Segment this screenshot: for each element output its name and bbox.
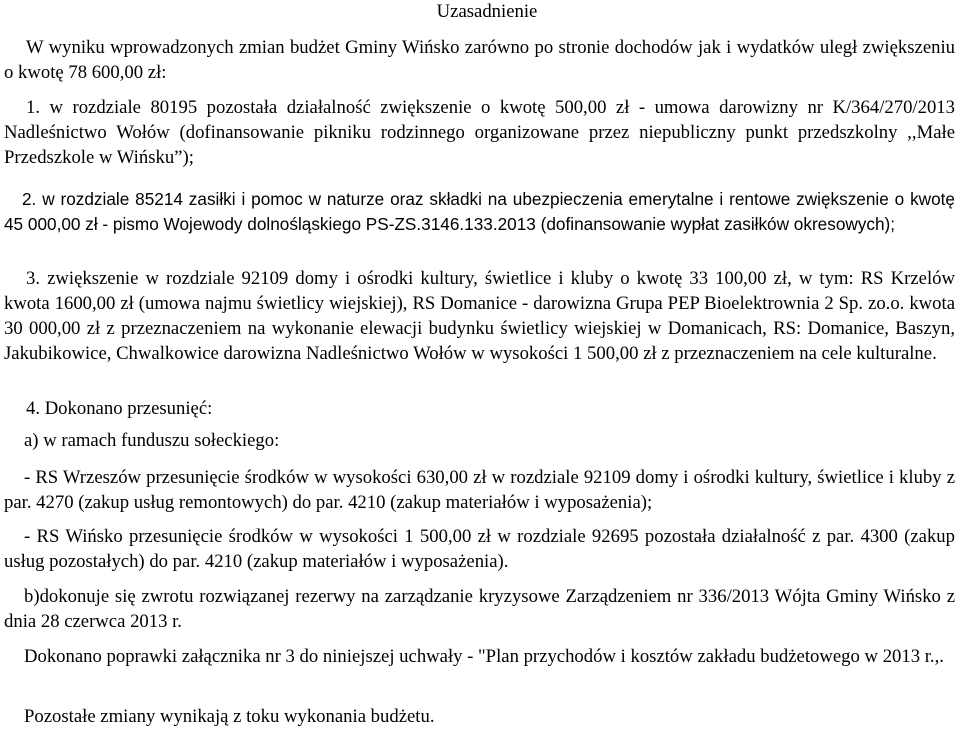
paragraph-item-1: 1. w rozdziale 80195 pozostała działalność zwiększenie o kwotę 500,00 zł - umowa darowizny nr K/364/270/2013 Nadleśnictwo Wołów (dofinansowanie pikniku rodzinnego organizowane przez niepubliczny punkt przedszkolny ,,Małe Przedszkole w Wińsku”); — [4, 97, 955, 168]
paragraph-sub-b: b)dokonuje się zwrotu rozwiązanej rezerwy na zarządzanie kryzysowe Zarządzeniem nr 336/2013 Wójta Gminy Wińsko z dnia 28 czerwca 2013 r. — [4, 586, 955, 632]
paragraph-intro: W wyniku wprowadzonych zmian budżet Gminy Wińsko zarówno po stronie dochodów jak i wydatków uległ zwiększeniu o kwotę 78 600,00 zł: — [4, 37, 955, 83]
paragraph-transfer-winsko: - RS Wińsko przesunięcie środków w wysokości 1 500,00 zł w rozdziale 92695 pozostała działalność z par. 4300 (zakup usług pozostałych) do par. 4210 (zakup materiałów i wyposażenia). — [4, 526, 955, 572]
paragraph-item-3: 3. zwiększenie w rozdziale 92109 domy i ośrodki kultury, świetlice i kluby o kwotę 33 100,00 zł, w tym: RS Krzelów kwota 1600,00 zł (umowa najmu świetlicy wiejskiej), RS Domanice - darowizna Grupa PEP Bioelektrownia 2 Sp. zo.o. kwota 30 000,00 zł z przeznaczeniem na wykonanie elewacji budynku świetlicy wiejskiej w Domanicach, RS: Domanice, Baszyn, Jakubikowice, Chwalkowice darowizna Nadleśnictwo Wołów w wysokości 1 500,00 zł z przeznaczeniem na cele kulturalne. — [4, 268, 955, 364]
paragraph-transfer-wrzeszow: - RS Wrzeszów przesunięcie środków w wysokości 630,00 zł w rozdziale 92109 domy i ośrodki kultury, świetlice i kluby z par. 4270 (zakup usług remontowych) do par. 4210 (zakup materiałów i wyposażenia); — [4, 467, 955, 513]
paragraph-sub-a: a) w ramach funduszu sołeckiego: — [24, 430, 280, 451]
paragraph-item-4: 4. Dokonano przesunięć: — [26, 398, 213, 419]
paragraph-closing: Pozostałe zmiany wynikają z toku wykonania budżetu. — [24, 706, 435, 727]
document-title: Uzasadnienie — [436, 1, 538, 22]
paragraph-correction: Dokonano poprawki załącznika nr 3 do niniejszej uchwały - "Plan przychodów i kosztów zakładu budżetowego w 2013 r.,. — [24, 646, 944, 667]
paragraph-item-2: 2. w rozdziale 85214 zasiłki i pomoc w naturze oraz składki na ubezpieczenia emerytalne i rentowe zwiększenie o kwotę 45 000,00 zł - pismo Wojewody dolnośląskiego PS-ZS.3146.133.2013 (dofinansowanie wypłat zasiłków okresowych); — [4, 189, 955, 234]
